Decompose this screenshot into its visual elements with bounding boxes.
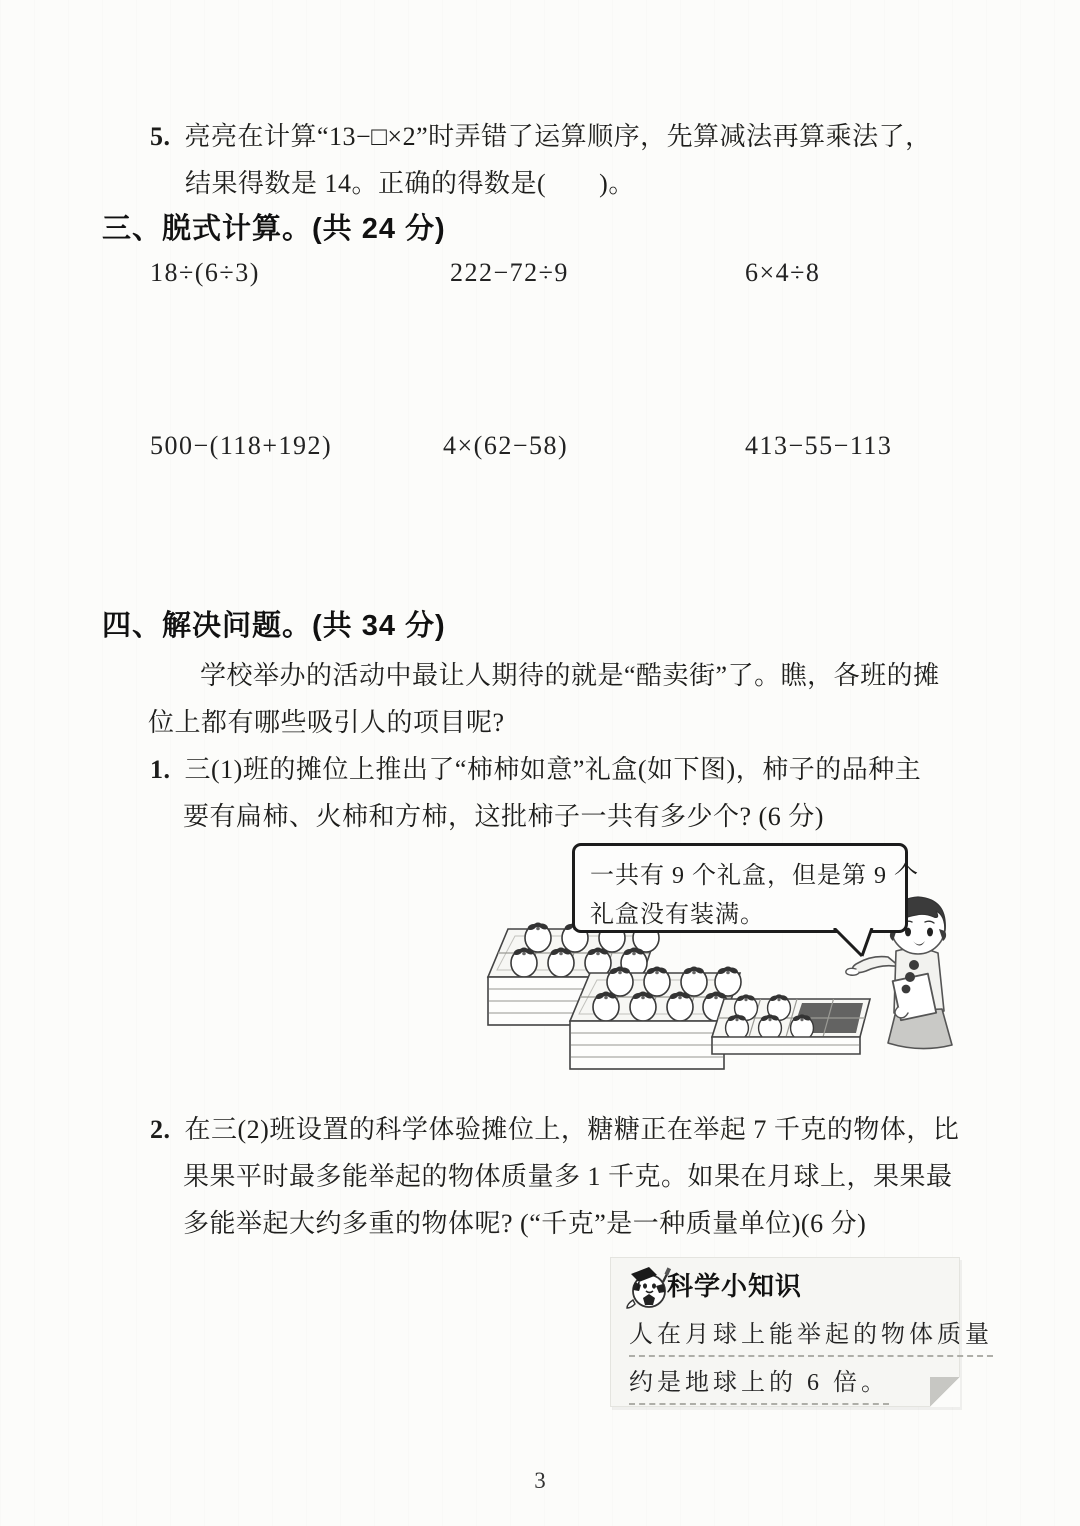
science-tip-box bbox=[610, 1257, 993, 1407]
speech-bubble bbox=[572, 843, 919, 933]
question-5-text1: 亮亮在计算“13−□×2”时弄错了运算顺序，先算减法再算乘法了， bbox=[184, 122, 932, 151]
section-4-title: 四、解决问题。(共 34 分) bbox=[102, 610, 446, 642]
question-1-line1 bbox=[150, 753, 921, 787]
page-fold-corner-icon bbox=[930, 1377, 960, 1407]
question-5-text2: 结果得数是 14。正确的得数是( )。 bbox=[185, 169, 635, 198]
question-1-line2: 要有扁柿、火柿和方柿，这批柿子一共有多少个? (6 分) bbox=[183, 802, 824, 831]
question-5-line2 bbox=[185, 167, 635, 201]
section-3-title: 三、脱式计算。(共 24 分) bbox=[102, 213, 446, 245]
calc-expression-6: 413−55−113 bbox=[745, 431, 893, 460]
question-1-number: 1. bbox=[150, 755, 171, 784]
question-5-line1 bbox=[150, 120, 932, 154]
speech-bubble-tail bbox=[828, 928, 878, 960]
science-tip-title: 科学小知识 bbox=[667, 1271, 803, 1301]
speech-bubble-line1: 一共有 9 个礼盒，但是第 9 个 bbox=[590, 863, 919, 889]
calc-expression-2: 222−72÷9 bbox=[450, 258, 569, 287]
page-number: 3 bbox=[534, 1468, 546, 1493]
science-tip-line2: 约是地球上的 6 倍。 bbox=[629, 1362, 889, 1397]
soccer-mascot-icon bbox=[625, 1264, 671, 1312]
question-2-line3: 多能举起大约多重的物体呢? (“千克”是一种质量单位)(6 分) bbox=[183, 1209, 867, 1238]
calc-expression-4: 500−(118+192) bbox=[150, 431, 333, 460]
intro-line2: 位上都有哪些吸引人的项目呢? bbox=[148, 708, 505, 737]
question-2-line2: 果果平时最多能举起的物体质量多 1 千克。如果在月球上，果果最 bbox=[183, 1162, 953, 1191]
calc-expression-1: 18÷(6÷3) bbox=[150, 258, 260, 287]
question-1-text1: 三(1)班的摊位上推出了“柿柿如意”礼盒(如下图)，柿子的品种主 bbox=[184, 755, 922, 784]
question-2-text1: 在三(2)班设置的科学体验摊位上，糖糖正在举起 7 千克的物体，比 bbox=[184, 1115, 960, 1144]
intro-line1: 学校举办的活动中最让人期待的就是“酷卖街”了。瞧，各班的摊 bbox=[200, 661, 940, 690]
calc-expression-3: 6×4÷8 bbox=[745, 258, 821, 287]
question-2-number: 2. bbox=[150, 1115, 171, 1144]
question-5-number: 5. bbox=[150, 122, 171, 151]
science-tip-line1: 人在月球上能举起的物体质量 bbox=[629, 1314, 993, 1349]
question-2-line1 bbox=[150, 1113, 959, 1147]
speech-bubble-line2: 礼盒没有装满。 bbox=[590, 902, 765, 928]
calc-expression-5: 4×(62−58) bbox=[443, 431, 569, 460]
tray-3 bbox=[712, 994, 870, 1054]
